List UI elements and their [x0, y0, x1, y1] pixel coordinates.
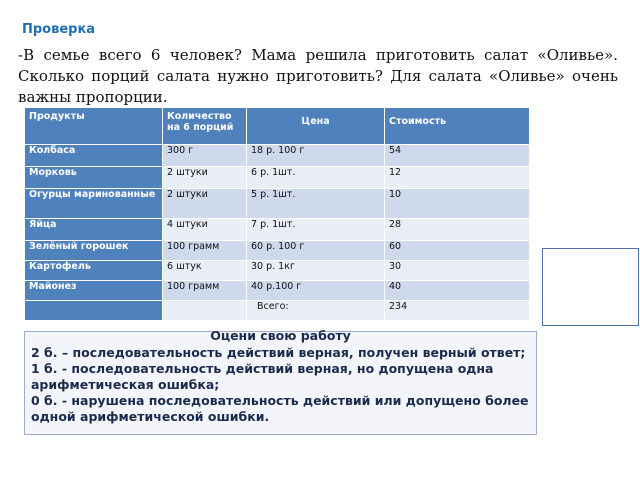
problem-text: -В семье всего 6 человек? Мама решила приготовить салат «Оливье». Сколько порций салата нужно приготовить? Для салата «Оливье» очень важны пропорции.: [18, 46, 618, 106]
cell-price: 7 р. 1шт.: [247, 219, 385, 241]
cell-quantity: 2 штуки: [163, 167, 247, 189]
header-quantity: Количество на 6 порций: [163, 108, 247, 145]
cell-cost: 28: [385, 219, 530, 241]
cell-product-empty: [25, 301, 163, 321]
cell-cost: 54: [385, 145, 530, 167]
score-line-2: 2 б. – последовательность действий верная, получен верный ответ;: [31, 345, 526, 360]
cell-price: 60 р. 100 г: [247, 241, 385, 261]
table-row: [25, 219, 530, 241]
cell-product: Картофель: [25, 261, 163, 281]
cell-product: Огурцы маринованные: [25, 189, 163, 219]
table-row: [25, 189, 530, 219]
cell-price: 30 р. 1кг: [247, 261, 385, 281]
header-products: Продукты: [25, 108, 163, 145]
table-row: [25, 281, 530, 301]
cell-cost: 60: [385, 241, 530, 261]
cell-cost: 12: [385, 167, 530, 189]
cell-price: 40 р.100 г: [247, 281, 385, 301]
cell-cost: 30: [385, 261, 530, 281]
answer-box: [542, 248, 639, 326]
cell-cost: 10: [385, 189, 530, 219]
cell-quantity: 6 штук: [163, 261, 247, 281]
self-assessment-box: [24, 328, 537, 435]
table-row: [25, 241, 530, 261]
cell-product: Майонез: [25, 281, 163, 301]
table-row: [25, 145, 530, 167]
cell-product: Колбаса: [25, 145, 163, 167]
cell-quantity: 100 грамм: [163, 281, 247, 301]
cell-cost: 40: [385, 281, 530, 301]
cell-quantity: 2 штуки: [163, 189, 247, 219]
score-line-1: 1 б. - последовательность действий верная, но допущена одна арифметическая ошибка;: [31, 361, 494, 392]
cell-quantity: 100 грамм: [163, 241, 247, 261]
header-cost: Стоимость: [385, 108, 530, 145]
cell-quantity: 300 г: [163, 145, 247, 167]
total-label: Всего:: [247, 301, 385, 321]
cell-quantity-empty: [163, 301, 247, 321]
cell-product: Яйца: [25, 219, 163, 241]
cell-product: Морковь: [25, 167, 163, 189]
total-value: 234: [385, 301, 530, 321]
cell-price: 18 р. 100 г: [247, 145, 385, 167]
cell-quantity: 4 штуки: [163, 219, 247, 241]
table-row-total: [25, 301, 530, 321]
cell-price: 5 р. 1шт.: [247, 189, 385, 219]
score-line-0: 0 б. - нарушена последовательность действий или допущено более одной арифметической ошибки.: [31, 393, 529, 424]
score-title: Оцени свою работу: [210, 328, 351, 343]
header-price: Цена: [247, 108, 385, 145]
slide-title: Проверка: [22, 22, 96, 37]
cell-price: 6 р. 1шт.: [247, 167, 385, 189]
table-row: [25, 261, 530, 281]
table-row: [25, 167, 530, 189]
cell-product: Зелёный горошек: [25, 241, 163, 261]
products-table: [24, 107, 530, 321]
